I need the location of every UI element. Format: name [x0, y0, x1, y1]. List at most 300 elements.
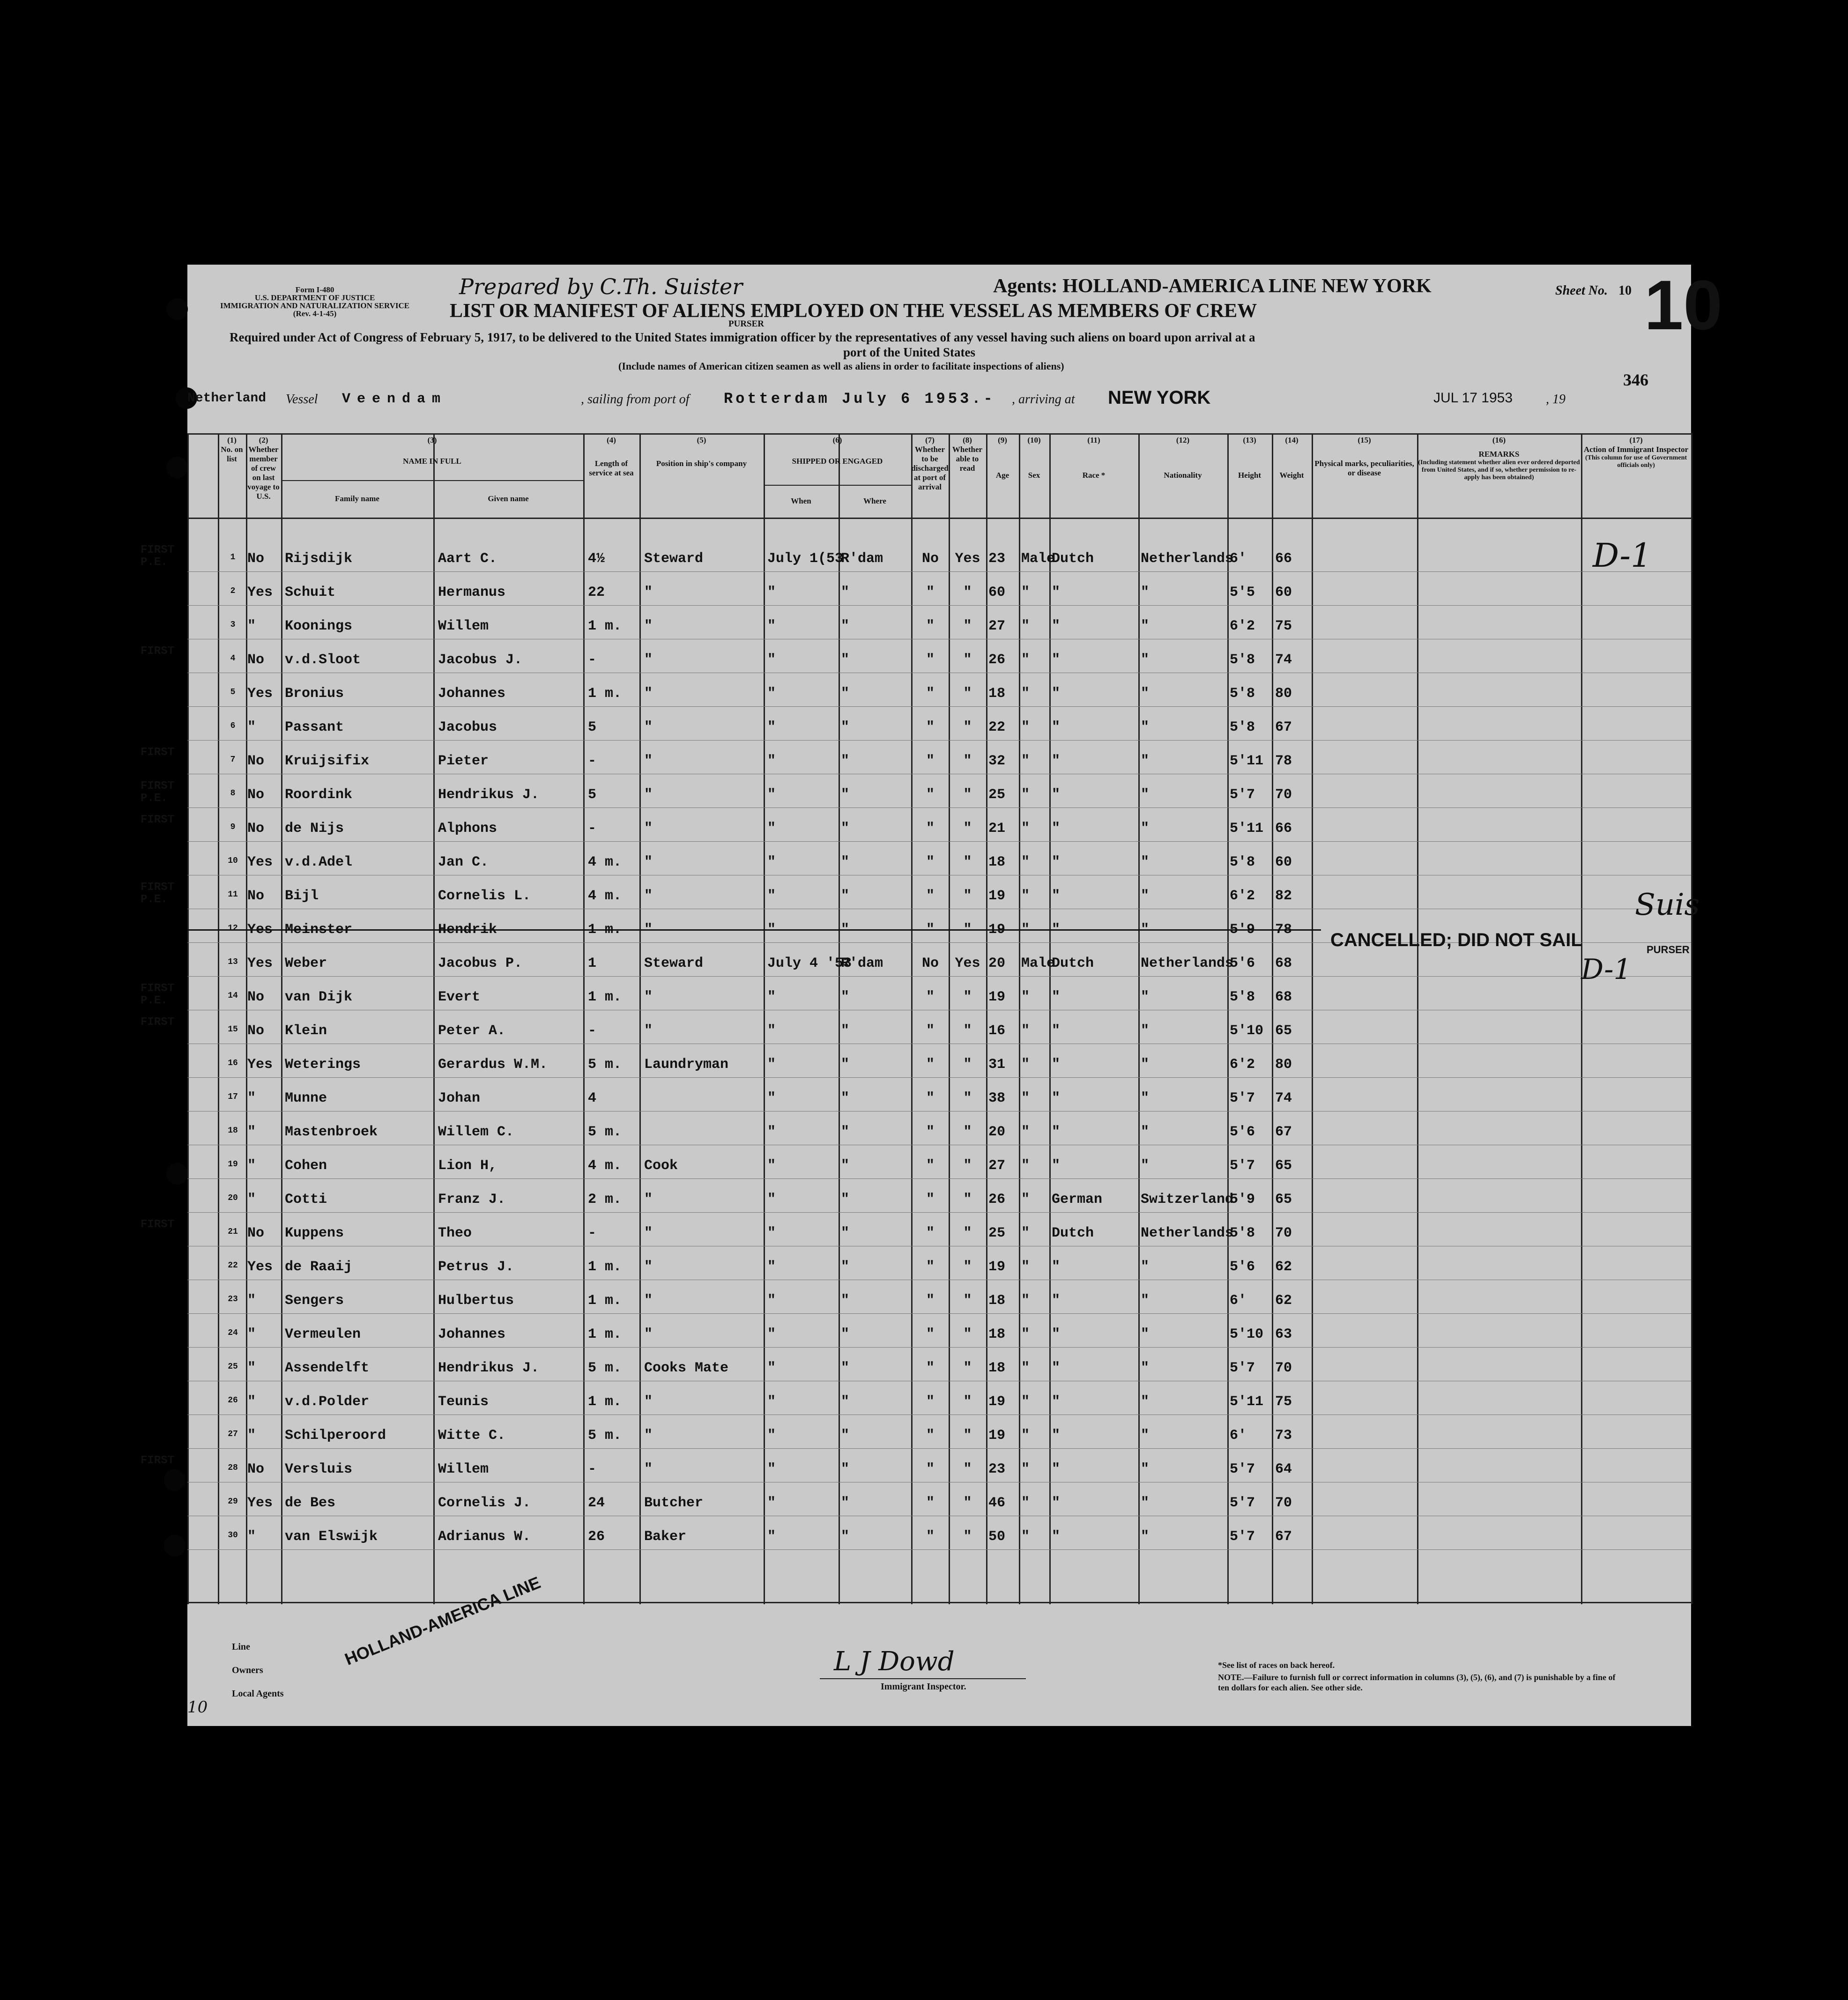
cell-position: " — [644, 854, 653, 870]
cell-age: 18 — [988, 686, 1006, 702]
cell-when: " — [767, 686, 776, 702]
cell-weight: 82 — [1275, 888, 1292, 904]
cell-no: 28 — [228, 1463, 238, 1473]
dept-line2: IMMIGRATION AND NATURALIZATION SERVICE — [220, 301, 410, 310]
row-rule — [187, 841, 1691, 842]
cell-position: " — [644, 719, 653, 735]
cell-position: Steward — [644, 956, 704, 971]
cell-service: - — [588, 1225, 597, 1241]
footer-line-label: Line — [232, 1642, 250, 1652]
cell-where: " — [841, 753, 850, 769]
cell-no: 29 — [228, 1497, 238, 1506]
cell-family: Sengers — [285, 1293, 344, 1309]
cell-age: 25 — [988, 787, 1006, 803]
cell-when: " — [767, 1394, 776, 1410]
cell-nat: Netherlands — [1141, 1225, 1234, 1241]
cell-weight: 68 — [1275, 956, 1292, 971]
cell-when: " — [767, 753, 776, 769]
cell-sex: " — [1021, 753, 1030, 769]
cell-family: Vermeulen — [285, 1326, 361, 1342]
cell-family: Roordink — [285, 787, 353, 803]
cell-age: 31 — [988, 1057, 1006, 1073]
cell-height: 5'11 — [1230, 1394, 1264, 1410]
cell-sex: " — [1021, 1225, 1030, 1241]
cell-age: 19 — [988, 1428, 1006, 1444]
cell-age: 19 — [988, 1394, 1006, 1410]
cell-sex: " — [1021, 1326, 1030, 1342]
arriving-at: NEW YORK — [1108, 387, 1211, 408]
cell-when: " — [767, 1495, 776, 1511]
cell-service: 1 m. — [588, 922, 622, 938]
cell-weight: 68 — [1275, 989, 1292, 1005]
cell-service: 2 m. — [588, 1192, 622, 1207]
cell-nat: " — [1141, 854, 1150, 870]
cell-disch: " — [926, 1158, 935, 1174]
cell-weight: 75 — [1275, 1394, 1292, 1410]
cell-when: July 1(53 — [767, 551, 844, 567]
col3-given-label: Given name — [488, 494, 529, 503]
col9-label: Age — [995, 471, 1009, 480]
cell-no: 11 — [228, 890, 238, 899]
cell-no: 8 — [230, 789, 236, 798]
cell-family: v.d.Sloot — [285, 652, 361, 668]
cell-where: " — [841, 1259, 850, 1275]
cell-sex: Male — [1021, 956, 1055, 971]
cell-prev: " — [247, 1529, 256, 1545]
cell-weight: 67 — [1275, 1124, 1292, 1140]
cell-disch: " — [926, 821, 935, 837]
cell-when: " — [767, 1529, 776, 1545]
col3-label: NAME IN FULL — [403, 457, 461, 466]
cell-family: de Raaij — [285, 1259, 353, 1275]
purser-signature: Suis — [1635, 888, 1700, 922]
punch-hole — [164, 1469, 186, 1491]
cell-where: " — [841, 888, 850, 904]
cell-position: " — [644, 1461, 653, 1477]
cell-read: " — [963, 618, 972, 634]
cell-nat: Netherlands — [1141, 551, 1234, 567]
cell-family: Cotti — [285, 1192, 327, 1207]
cell-service: - — [588, 821, 597, 837]
col7-label: Whether to be discharged at port of arrival — [911, 445, 949, 491]
cell-where: " — [841, 1326, 850, 1342]
cell-family: Rijsdijk — [285, 551, 353, 567]
action-mark-top: D-1 — [1593, 536, 1652, 575]
cell-where: " — [841, 719, 850, 735]
cell-given: Peter A. — [438, 1023, 506, 1039]
cell-prev: No — [247, 821, 265, 837]
cell-height: 6'2 — [1230, 618, 1255, 634]
cell-given: Johannes — [438, 1326, 506, 1342]
cell-height: 5'9 — [1230, 1192, 1255, 1207]
row-rule — [187, 1178, 1691, 1179]
cell-prev: Yes — [247, 854, 273, 870]
cell-position: " — [644, 753, 653, 769]
cell-given: Hendrikus J. — [438, 787, 540, 803]
cell-sex: " — [1021, 1192, 1030, 1207]
cell-disch: " — [926, 686, 935, 702]
col10-num: (10) — [1027, 436, 1041, 444]
cell-no: 9 — [230, 822, 236, 832]
cell-height: 6'2 — [1230, 888, 1255, 904]
cell-read: " — [963, 686, 972, 702]
cell-race: " — [1052, 821, 1061, 837]
cell-read: " — [963, 753, 972, 769]
cell-service: 4 m. — [588, 888, 622, 904]
cell-weight: 70 — [1275, 1360, 1292, 1376]
cell-sex: " — [1021, 1057, 1030, 1073]
cell-disch: " — [926, 652, 935, 668]
manifest-sheet — [141, 265, 1722, 1726]
cell-given: Jacobus P. — [438, 956, 523, 971]
col2-num: (2) — [259, 436, 268, 444]
dept-line1: U.S. DEPARTMENT OF JUSTICE — [254, 293, 375, 302]
cell-no: 3 — [230, 620, 236, 630]
cell-nat: " — [1141, 888, 1150, 904]
cell-family: Kruijsifix — [285, 753, 370, 769]
row-rule — [187, 1549, 1691, 1550]
cell-race: " — [1052, 1529, 1061, 1545]
cell-where: " — [841, 1461, 850, 1477]
cell-family: Weterings — [285, 1057, 361, 1073]
cell-where: " — [841, 787, 850, 803]
cell-age: 26 — [988, 652, 1006, 668]
cell-age: 23 — [988, 1461, 1006, 1477]
col13-num: (13) — [1243, 436, 1256, 444]
cell-read: " — [963, 1158, 972, 1174]
cell-prev: " — [247, 1192, 256, 1207]
cell-age: 19 — [988, 989, 1006, 1005]
cell-age: 60 — [988, 585, 1006, 600]
cell-position: Steward — [644, 551, 704, 567]
form-number: Form I-480 — [295, 285, 334, 294]
row-rule — [187, 605, 1691, 606]
cell-age: 18 — [988, 1326, 1006, 1342]
col17-num: (17) — [1629, 436, 1643, 444]
cell-no: 5 — [230, 688, 236, 697]
flag: Netherland — [187, 391, 267, 406]
cell-family: Munne — [285, 1090, 327, 1106]
cell-given: Franz J. — [438, 1192, 506, 1207]
cell-prev: " — [247, 719, 256, 735]
cell-where: " — [841, 1394, 850, 1410]
cell-where: " — [841, 1124, 850, 1140]
col17-label: Action of Immigrant Inspector — [1583, 445, 1689, 454]
cell-read: Yes — [955, 551, 980, 567]
cell-read: " — [963, 854, 972, 870]
cell-where: " — [841, 1057, 850, 1073]
cell-when: " — [767, 1023, 776, 1039]
cell-prev: " — [247, 1428, 256, 1444]
cell-weight: 66 — [1275, 821, 1292, 837]
cell-sex: " — [1021, 719, 1030, 735]
cell-age: 27 — [988, 1158, 1006, 1174]
row-margin-note: FIRST P.E. — [141, 881, 175, 906]
cell-given: Witte C. — [438, 1428, 506, 1444]
cell-service: 5 m. — [588, 1428, 622, 1444]
footer-owners-label: Owners — [232, 1665, 263, 1675]
cell-no: 7 — [230, 755, 236, 764]
stamp-number: 346 — [1623, 370, 1648, 389]
cell-nat: " — [1141, 1124, 1150, 1140]
cell-weight: 62 — [1275, 1293, 1292, 1309]
cell-service: 5 — [588, 719, 597, 735]
cell-sex: " — [1021, 585, 1030, 600]
cell-height: 5'6 — [1230, 1259, 1255, 1275]
cell-family: Koonings — [285, 618, 353, 634]
cell-disch: " — [926, 1023, 935, 1039]
cell-family: v.d.Adel — [285, 854, 353, 870]
agents-line: Agents: HOLLAND-AMERICA LINE NEW YORK — [993, 275, 1432, 297]
cell-height: 5'10 — [1230, 1023, 1264, 1039]
cell-when: " — [767, 1225, 776, 1241]
row-margin-note: FIRST P.E. — [141, 982, 175, 1007]
cell-weight: 65 — [1275, 1192, 1292, 1207]
cell-disch: " — [926, 1259, 935, 1275]
cell-disch: " — [926, 618, 935, 634]
cell-family: Cohen — [285, 1158, 327, 1174]
cell-no: 25 — [228, 1362, 238, 1371]
cell-sex: " — [1021, 1360, 1030, 1376]
arrival-date: JUL 17 1953 — [1433, 390, 1513, 406]
cell-no: 27 — [228, 1430, 238, 1439]
cell-read: " — [963, 1057, 972, 1073]
cell-sex: " — [1021, 1090, 1030, 1106]
cell-disch: " — [926, 1360, 935, 1376]
cell-where: " — [841, 585, 850, 600]
cell-sex: " — [1021, 1495, 1030, 1511]
cell-given: Willem — [438, 618, 489, 634]
cell-age: 27 — [988, 618, 1006, 634]
cell-nat: " — [1141, 1158, 1150, 1174]
cell-age: 16 — [988, 1023, 1006, 1039]
cell-position: " — [644, 821, 653, 837]
cell-nat: " — [1141, 1293, 1150, 1309]
cell-race: " — [1052, 1293, 1061, 1309]
cell-family: Schilperoord — [285, 1428, 386, 1444]
cell-sex: " — [1021, 652, 1030, 668]
cell-sex: " — [1021, 1394, 1030, 1410]
cell-no: 12 — [228, 924, 238, 933]
col12-num: (12) — [1176, 436, 1190, 444]
cell-race: " — [1052, 888, 1061, 904]
cell-service: 24 — [588, 1495, 605, 1511]
row-margin-note: FIRST — [141, 1218, 175, 1231]
cell-disch: " — [926, 1124, 935, 1140]
col16-sub: (Including statement whether alien ever ordered deported from United States, and if so, whether permission to re-apply has been obtained) — [1418, 459, 1580, 481]
col13-label: Height — [1238, 471, 1262, 480]
cell-where: " — [841, 922, 850, 938]
cell-height: 5'8 — [1230, 989, 1255, 1005]
cell-nat: " — [1141, 719, 1150, 735]
cell-sex: " — [1021, 686, 1030, 702]
cell-race: Dutch — [1052, 551, 1094, 567]
punch-hole — [166, 1163, 188, 1185]
cell-height: 5'7 — [1230, 787, 1255, 803]
cell-where: " — [841, 989, 850, 1005]
purser-label: PURSER — [728, 319, 764, 329]
row-margin-note: FIRST — [141, 1016, 175, 1029]
cell-when: " — [767, 922, 776, 938]
cell-service: - — [588, 652, 597, 668]
arriving-label: , arriving at — [1012, 392, 1075, 407]
cell-position: " — [644, 1428, 653, 1444]
cell-nat: " — [1141, 618, 1150, 634]
cell-where: " — [841, 652, 850, 668]
cell-weight: 67 — [1275, 719, 1292, 735]
cell-nat: " — [1141, 1428, 1150, 1444]
cell-position: " — [644, 686, 653, 702]
cell-service: 4 m. — [588, 854, 622, 870]
cell-age: 19 — [988, 888, 1006, 904]
cell-where: " — [841, 1360, 850, 1376]
cell-disch: " — [926, 1090, 935, 1106]
row-rule — [187, 571, 1691, 572]
cell-no: 15 — [228, 1025, 238, 1034]
cell-sex: Male — [1021, 551, 1055, 567]
cell-no: 17 — [228, 1092, 238, 1102]
cell-where: R'dam — [841, 551, 883, 567]
cell-when: " — [767, 1057, 776, 1073]
cell-no: 24 — [228, 1328, 238, 1338]
cell-position: " — [644, 618, 653, 634]
cell-family: de Nijs — [285, 821, 344, 837]
col1-label: No. on list — [221, 445, 243, 463]
cell-where: " — [841, 1225, 850, 1241]
cell-disch: " — [926, 753, 935, 769]
cell-read: " — [963, 787, 972, 803]
cell-sex: " — [1021, 618, 1030, 634]
cell-position: Cook — [644, 1158, 678, 1174]
cell-family: van Elswijk — [285, 1529, 378, 1545]
cell-disch: " — [926, 1461, 935, 1477]
cancelled-strikethrough — [187, 929, 1321, 931]
cell-weight: 60 — [1275, 585, 1292, 600]
cell-nat: " — [1141, 1360, 1150, 1376]
cell-no: 30 — [228, 1531, 238, 1540]
cell-when: " — [767, 719, 776, 735]
cell-position: " — [644, 989, 653, 1005]
cell-given: Alphons — [438, 821, 497, 837]
cell-sex: " — [1021, 821, 1030, 837]
cell-prev: No — [247, 551, 265, 567]
cell-position: " — [644, 585, 653, 600]
col4-label: Length of service at sea — [589, 459, 634, 477]
cell-age: 20 — [988, 1124, 1006, 1140]
cell-prev: " — [247, 1394, 256, 1410]
row-rule — [187, 1212, 1691, 1213]
cell-age: 22 — [988, 719, 1006, 735]
cell-given: Hendrik — [438, 922, 497, 938]
cell-prev: No — [247, 888, 265, 904]
col5-label: Position in ship's company — [656, 459, 747, 468]
cell-read: " — [963, 1360, 972, 1376]
cell-nat: " — [1141, 753, 1150, 769]
cell-read: " — [963, 1124, 972, 1140]
cell-disch: " — [926, 1428, 935, 1444]
col17-sub: (This column for use of Government officials only) — [1585, 454, 1687, 469]
cell-where: " — [841, 618, 850, 634]
cell-where: " — [841, 1529, 850, 1545]
cell-service: 5 m. — [588, 1057, 622, 1073]
cell-where: " — [841, 1023, 850, 1039]
col14-num: (14) — [1285, 436, 1299, 444]
col10-label: Sex — [1028, 471, 1040, 480]
footer-agents-label: Local Agents — [232, 1689, 284, 1699]
cell-position: " — [644, 1225, 653, 1241]
cell-weight: 65 — [1275, 1158, 1292, 1174]
cell-prev: Yes — [247, 1495, 273, 1511]
cell-given: Gerardus W.M. — [438, 1057, 548, 1073]
cell-prev: No — [247, 787, 265, 803]
cell-race: " — [1052, 686, 1061, 702]
cell-weight: 70 — [1275, 1495, 1292, 1511]
cell-prev: No — [247, 1023, 265, 1039]
cell-no: 14 — [228, 991, 238, 1000]
cell-weight: 74 — [1275, 652, 1292, 668]
cell-service: - — [588, 1023, 597, 1039]
cell-given: Hendrikus J. — [438, 1360, 540, 1376]
row-rule — [187, 976, 1691, 977]
col11-num: (11) — [1087, 436, 1100, 444]
col5-num: (5) — [697, 436, 706, 444]
cell-nat: " — [1141, 652, 1150, 668]
cell-prev: Yes — [247, 1259, 273, 1275]
cell-height: 5'9 — [1230, 922, 1255, 938]
row-rule — [187, 1077, 1691, 1078]
cell-family: Versluis — [285, 1461, 353, 1477]
cell-weight: 65 — [1275, 1023, 1292, 1039]
cell-read: " — [963, 888, 972, 904]
row-rule — [187, 807, 1691, 808]
punch-hole — [166, 298, 188, 320]
subtitle-line2: port of the United States — [843, 345, 975, 359]
cell-where: " — [841, 1293, 850, 1309]
cell-disch: " — [926, 1529, 935, 1545]
cell-when: " — [767, 1293, 776, 1309]
cell-read: " — [963, 1529, 972, 1545]
cell-when: " — [767, 1428, 776, 1444]
cell-age: 19 — [988, 1259, 1006, 1275]
cell-race: " — [1052, 1428, 1061, 1444]
cell-prev: " — [247, 618, 256, 634]
cell-disch: " — [926, 787, 935, 803]
cell-prev: " — [247, 1360, 256, 1376]
cell-race: German — [1052, 1192, 1103, 1207]
cell-nat: " — [1141, 821, 1150, 837]
cell-when: " — [767, 652, 776, 668]
cell-given: Johan — [438, 1090, 481, 1106]
cell-height: 5'7 — [1230, 1090, 1255, 1106]
col6-label: SHIPPED OR ENGAGED — [792, 457, 883, 466]
cell-read: " — [963, 1293, 972, 1309]
cell-age: 18 — [988, 1293, 1006, 1309]
cell-prev: " — [247, 1293, 256, 1309]
cell-disch: " — [926, 1057, 935, 1073]
subtitle-line3: (Include names of American citizen seamen as well as aliens in order to facilitate inspections of aliens) — [618, 360, 1064, 372]
cell-no: 22 — [228, 1261, 238, 1270]
cell-nat: " — [1141, 1461, 1150, 1477]
cell-given: Hulbertus — [438, 1293, 514, 1309]
cell-service: 4 m. — [588, 1158, 622, 1174]
cell-read: " — [963, 1225, 972, 1241]
cell-when: " — [767, 1192, 776, 1207]
cell-height: 5'8 — [1230, 686, 1255, 702]
row-rule — [187, 706, 1691, 707]
cell-family: Mastenbroek — [285, 1124, 378, 1140]
cell-race: " — [1052, 652, 1061, 668]
cell-position: " — [644, 922, 653, 938]
